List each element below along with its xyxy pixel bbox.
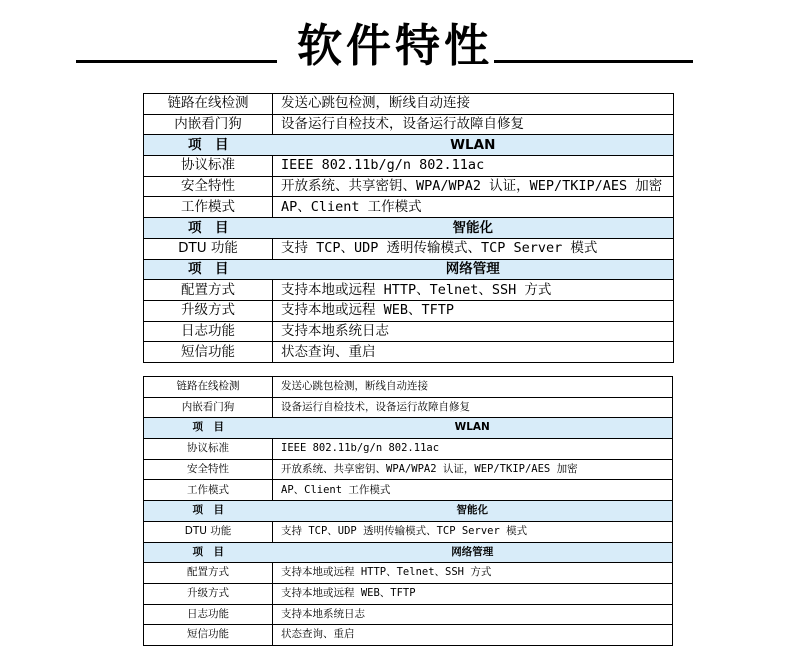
row-label-cell: 内嵌看门狗 — [144, 114, 273, 135]
row-label-cell: 短信功能 — [144, 342, 273, 363]
section-header-row — [144, 259, 674, 280]
section-header-label-cell: 项 目 — [144, 542, 273, 563]
row-label-cell: 安全特性 — [144, 176, 273, 197]
row-label-cell: 配置方式 — [144, 563, 273, 584]
row-label-cell: 内嵌看门狗 — [144, 397, 273, 418]
table-row — [144, 197, 674, 218]
row-value-cell: 发送心跳包检测，断线自动连接 — [273, 94, 674, 115]
section-header-title-cell: 智能化 — [273, 218, 674, 239]
title-rule-right — [494, 60, 693, 63]
row-value-cell: 发送心跳包检测，断线自动连接 — [273, 377, 673, 398]
table-row — [144, 459, 673, 480]
row-value-cell: 支持 TCP、UDP 透明传输模式、TCP Server 模式 — [273, 521, 673, 542]
row-label-cell: 升级方式 — [144, 583, 273, 604]
table-row — [144, 156, 674, 177]
table-row — [144, 342, 674, 363]
section-header-row — [144, 542, 673, 563]
features-table-small — [143, 376, 673, 646]
section-header-row — [144, 135, 674, 156]
row-label-cell: 链路在线检测 — [144, 94, 273, 115]
row-value-cell: 设备运行自检技术，设备运行故障自修复 — [273, 114, 674, 135]
table-row — [144, 238, 674, 259]
row-value-cell: 支持本地或远程 WEB、TFTP — [273, 583, 673, 604]
row-value-cell: 状态查询、重启 — [273, 625, 673, 646]
features-table-large — [143, 93, 674, 363]
section-header-row — [144, 418, 673, 439]
row-label-cell: 工作模式 — [144, 480, 273, 501]
section-header-label-cell: 项 目 — [144, 501, 273, 522]
row-label-cell: 短信功能 — [144, 625, 273, 646]
row-value-cell: 开放系统、共享密钥、WPA/WPA2 认证，WEP/TKIP/AES 加密 — [273, 459, 673, 480]
row-value-cell: 状态查询、重启 — [273, 342, 674, 363]
section-header-title-cell: 智能化 — [273, 501, 673, 522]
section-header-row — [144, 501, 673, 522]
row-value-cell: 支持本地系统日志 — [273, 604, 673, 625]
table-row — [144, 377, 673, 398]
row-value-cell: 支持本地或远程 HTTP、Telnet、SSH 方式 — [273, 280, 674, 301]
row-value-cell: IEEE 802.11b/g/n 802.11ac — [273, 439, 673, 460]
table-row — [144, 397, 673, 418]
table-row — [144, 480, 673, 501]
row-label-cell: 工作模式 — [144, 197, 273, 218]
row-label-cell: 链路在线检测 — [144, 377, 273, 398]
row-label-cell: 升级方式 — [144, 300, 273, 321]
row-value-cell: 支持本地系统日志 — [273, 321, 674, 342]
table-row — [144, 583, 673, 604]
row-value-cell: 开放系统、共享密钥、WPA/WPA2 认证，WEP/TKIP/AES 加密 — [273, 176, 674, 197]
page-title: 软件特性 — [296, 19, 493, 72]
row-label-cell: 协议标准 — [144, 439, 273, 460]
row-label-cell: DTU 功能 — [144, 521, 273, 542]
row-label-cell: 日志功能 — [144, 604, 273, 625]
table-row — [144, 625, 673, 646]
row-label-cell: 安全特性 — [144, 459, 273, 480]
section-header-label-cell: 项 目 — [144, 418, 273, 439]
row-value-cell: IEEE 802.11b/g/n 802.11ac — [273, 156, 674, 177]
section-header-label-cell: 项 目 — [144, 135, 273, 156]
table-row — [144, 604, 673, 625]
row-label-cell: DTU 功能 — [144, 238, 273, 259]
table-row — [144, 439, 673, 460]
row-value-cell: 支持本地或远程 HTTP、Telnet、SSH 方式 — [273, 563, 673, 584]
table-row — [144, 563, 673, 584]
section-header-row — [144, 218, 674, 239]
row-value-cell: 支持本地或远程 WEB、TFTP — [273, 300, 674, 321]
row-label-cell: 配置方式 — [144, 280, 273, 301]
row-value-cell: AP、Client 工作模式 — [273, 480, 673, 501]
row-label-cell: 日志功能 — [144, 321, 273, 342]
section-header-title-cell: WLAN — [273, 418, 673, 439]
table-row — [144, 300, 674, 321]
section-header-title-cell: 网络管理 — [273, 542, 673, 563]
row-value-cell: AP、Client 工作模式 — [273, 197, 674, 218]
table-row — [144, 114, 674, 135]
section-header-title-cell: WLAN — [273, 135, 674, 156]
row-value-cell: 设备运行自检技术，设备运行故障自修复 — [273, 397, 673, 418]
row-value-cell: 支持 TCP、UDP 透明传输模式、TCP Server 模式 — [273, 238, 674, 259]
table-row — [144, 321, 674, 342]
section-header-label-cell: 项 目 — [144, 218, 273, 239]
table-row — [144, 94, 674, 115]
row-label-cell: 协议标准 — [144, 156, 273, 177]
table-row — [144, 521, 673, 542]
section-header-label-cell: 项 目 — [144, 259, 273, 280]
table-row — [144, 280, 674, 301]
section-header-title-cell: 网络管理 — [273, 259, 674, 280]
table-row — [144, 176, 674, 197]
